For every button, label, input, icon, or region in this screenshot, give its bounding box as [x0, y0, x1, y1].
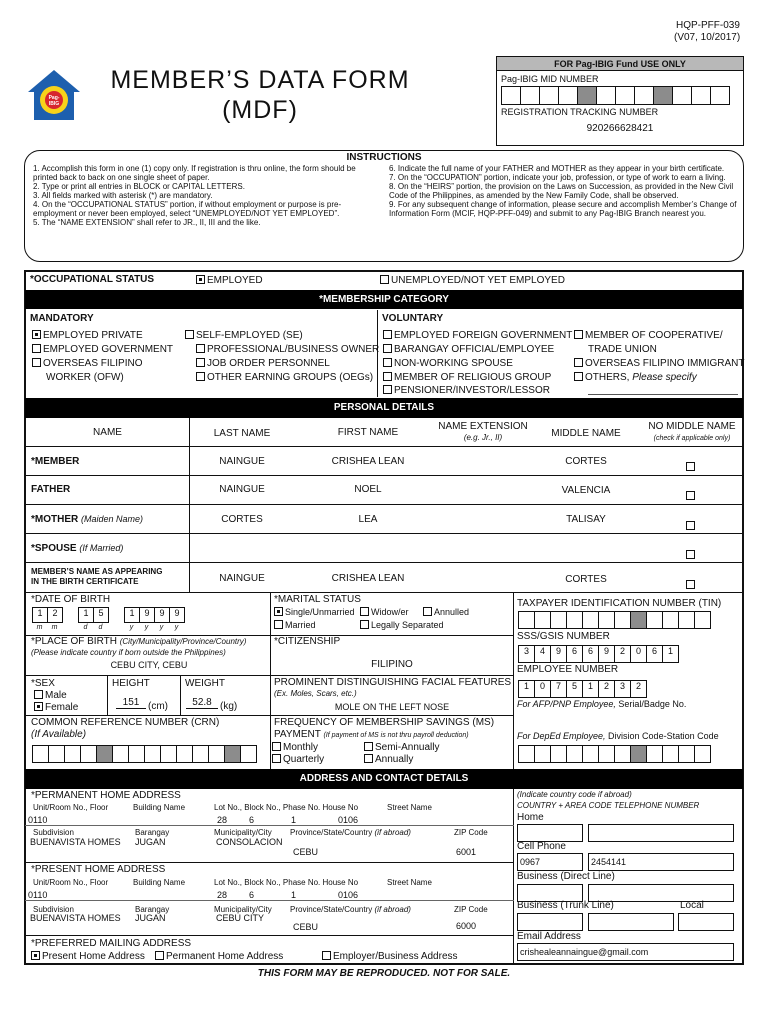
deped-code-boxes[interactable]	[518, 745, 710, 763]
header-name-extension-eg: (e.g. Jr., II)	[463, 433, 503, 442]
instruction-8: 8. On the “HEIRS” portion, the provision on the Laws on Succession, as provided in the New Civil Code of the Philippines, as amended by the New Family Code, shall be observed.	[389, 182, 734, 200]
others-label: OTHERS,	[585, 372, 630, 383]
unemployed-label: UNEMPLOYED/NOT YET EMPLOYED	[391, 275, 565, 286]
option-cooperative[interactable]	[574, 330, 723, 341]
perm-phase[interactable]: 1	[291, 815, 297, 825]
mail-permanent-label: Permanent Home Address	[166, 951, 284, 962]
tin-label: TAXPAYER IDENTIFICATION NUMBER (TIN)	[517, 598, 722, 609]
perm-h-muni: Municipality/City	[214, 828, 272, 837]
cell-phone-number[interactable]: 2454141	[588, 853, 734, 871]
ofi-label: OVERSEAS FILIPINO IMMIGRANT	[585, 358, 745, 369]
dob-digit-7[interactable]: 9	[154, 607, 170, 623]
mother-label: *MOTHER	[31, 514, 79, 525]
pres-brgy[interactable]: JUGAN	[135, 913, 166, 923]
option-employed-private[interactable]	[32, 330, 143, 341]
instructions-right	[389, 164, 737, 218]
pres-h-prov-text: Province/State/Country	[290, 905, 373, 914]
marital-widow[interactable]	[360, 607, 409, 617]
non-working-spouse-label: NON-WORKING SPOUSE	[394, 358, 513, 369]
rtn-value: 920266628421	[586, 123, 654, 134]
fund-use-title: FOR Pag-IBIG Fund USE ONLY	[497, 57, 743, 71]
religious-label: MEMBER OF RELIGIOUS GROUP	[394, 372, 552, 383]
cell-area-code[interactable]: 0967	[517, 853, 583, 871]
ms-semi-annually[interactable]	[364, 742, 439, 753]
marital-separated[interactable]	[360, 620, 444, 630]
perm-lot[interactable]: 28	[217, 815, 228, 825]
instruction-4: 4. On the “OCCUPATIONAL STATUS” portion, if without employment or purpose is pre-employment or never been employed, select “UNEMPLOYED/NOT YET EMPLOYED”.	[33, 200, 342, 218]
ofw-checkbox[interactable]	[32, 358, 41, 367]
employed-label: EMPLOYED	[207, 275, 263, 286]
birth-cert-name-label	[31, 567, 162, 587]
single-label: Single/Unmarried	[285, 607, 355, 617]
ms-annually[interactable]	[364, 754, 413, 765]
dob-label: *DATE OF BIRTH	[31, 594, 111, 605]
dob-digit-6[interactable]: 9	[139, 607, 155, 623]
ms-quarterly[interactable]	[272, 754, 324, 765]
separated-label: Legally Separated	[371, 620, 444, 630]
marital-annulled[interactable]	[423, 607, 469, 617]
others-specify-line[interactable]	[588, 394, 738, 395]
deped-note	[517, 731, 719, 741]
employed-private-label: EMPLOYED PRIVATE	[43, 330, 143, 341]
spouse-sub-label: (If Married)	[79, 543, 124, 553]
weight-value[interactable]: 52.8	[186, 697, 218, 709]
spouse-row-label	[31, 543, 123, 554]
pres-h-lot: Lot No., Block No., Phase No. House No	[214, 878, 359, 887]
header-name: NAME	[93, 427, 122, 438]
employed-private-checkbox[interactable]	[32, 330, 41, 339]
mid-number-label: Pag-IBIG MID NUMBER	[501, 74, 599, 84]
job-order-checkbox[interactable]	[196, 358, 205, 367]
separated-checkbox[interactable]	[360, 620, 369, 629]
widow-checkbox[interactable]	[360, 607, 369, 616]
personal-details-bar: PERSONAL DETAILS	[25, 398, 743, 418]
female-label: Female	[45, 702, 79, 713]
perm-h-unit: Unit/Room No., Floor	[33, 803, 109, 812]
cooperative-label-2: TRADE UNION	[588, 344, 657, 355]
crn-sub-label: (If Available)	[31, 729, 87, 740]
member-last-name[interactable]: NAINGUE	[219, 456, 265, 467]
self-employed-label: SELF-EMPLOYED (SE)	[196, 330, 303, 341]
pres-subd[interactable]: BUENAVISTA HOMES	[30, 913, 121, 923]
father-first-name[interactable]: NOEL	[354, 484, 382, 495]
married-checkbox[interactable]	[274, 620, 283, 629]
birth-cert-no-middle-checkbox[interactable]	[686, 580, 695, 589]
height-label: HEIGHT	[112, 678, 150, 689]
pres-h-subd: Subdivision	[33, 905, 74, 914]
spouse-label: *SPOUSE	[31, 543, 77, 554]
dob-subscript: m m d d y y y y	[36, 624, 179, 631]
mail-permanent[interactable]	[155, 951, 283, 962]
perm-h-abroad: (if abroad)	[374, 828, 411, 837]
dob-boxes[interactable]	[32, 607, 184, 623]
business-trunk-number[interactable]	[588, 913, 674, 931]
mail-present-checkbox[interactable]	[31, 951, 40, 960]
employed-government-label: EMPLOYED GOVERNMENT	[43, 344, 174, 355]
member-row-label: *MEMBER	[31, 456, 80, 467]
contact-note: (Indicate country code if abroad)	[517, 790, 632, 799]
option-foreign-gov[interactable]	[383, 330, 572, 341]
form-code: HQP-PFF-039	[676, 20, 740, 31]
option-non-working-spouse[interactable]	[383, 358, 513, 369]
membership-category-bar: *MEMBERSHIP CATEGORY	[25, 290, 743, 309]
citizenship-label: *CITIZENSHIP	[274, 636, 341, 647]
afp-note-text: Serial/Badge No.	[615, 699, 687, 709]
height-value[interactable]: 151	[116, 697, 146, 709]
mother-last-name[interactable]: CORTES	[221, 514, 263, 525]
sex-female[interactable]	[34, 702, 78, 713]
self-employed-checkbox[interactable]	[185, 330, 194, 339]
business-trunk-code[interactable]	[517, 913, 583, 931]
barangay-checkbox[interactable]	[383, 344, 392, 353]
form-subtitle: (MDF)	[222, 96, 298, 124]
mid-number-boxes	[501, 86, 729, 105]
header-no-middle-name: NO MIDDLE NAME	[648, 421, 736, 432]
business-direct-label: Business (Direct Line)	[517, 871, 615, 882]
mail-employer-label: Employer/Business Address	[333, 951, 458, 962]
pres-h-abroad: (if abroad)	[374, 905, 411, 914]
pres-h-brgy: Barangay	[135, 905, 170, 914]
monthly-checkbox[interactable]	[272, 742, 281, 751]
birth-cert-last-name[interactable]: NAINGUE	[219, 573, 265, 584]
form-title: MEMBER’S DATA FORM	[110, 66, 410, 94]
pob-note: (Please indicate country if born outside the Philippines)	[31, 648, 226, 657]
dob-digit-1[interactable]: 1	[32, 607, 48, 623]
sss-label: SSS/GSIS NUMBER	[517, 631, 610, 642]
business-local-number[interactable]	[678, 913, 734, 931]
birth-cert-first-name[interactable]: CRISHEA LEAN	[331, 573, 405, 584]
pres-phase[interactable]: 1	[291, 890, 297, 900]
semi-annually-label: Semi-Annually	[375, 742, 440, 753]
female-checkbox[interactable]	[34, 702, 43, 711]
instruction-3: 3. All fields marked with asterisk (*) are mandatory.	[33, 191, 213, 200]
member-no-middle-checkbox[interactable]	[686, 462, 695, 471]
cooperative-label: MEMBER OF COOPERATIVE/	[585, 330, 723, 341]
perm-house[interactable]: 0106	[338, 815, 359, 825]
perm-subd[interactable]: BUENAVISTA HOMES	[30, 837, 121, 847]
occupational-status-label: *OCCUPATIONAL STATUS	[30, 274, 155, 285]
pob-label-text: *PLACE OF BIRTH	[31, 636, 117, 647]
pres-muni[interactable]: CEBU CITY	[216, 913, 265, 923]
header-last-name: LAST NAME	[213, 428, 271, 439]
quarterly-checkbox[interactable]	[272, 754, 281, 763]
citizenship-value[interactable]: FILIPINO	[371, 659, 413, 670]
sex-label: *SEX	[31, 678, 55, 689]
voluntary-label: VOLUNTARY	[382, 313, 444, 324]
employed-government-checkbox[interactable]	[32, 344, 41, 353]
home-phone-number[interactable]	[588, 824, 734, 842]
rtn-label: REGISTRATION TRACKING NUMBER	[501, 107, 659, 117]
ofi-checkbox[interactable]	[574, 358, 583, 367]
birth-cert-middle-name[interactable]: CORTES	[565, 574, 607, 585]
instruction-5: 5. The “NAME EXTENSION” shall refer to JR., II, III and the like.	[33, 218, 261, 227]
single-checkbox[interactable]	[274, 607, 283, 616]
perm-h-bldg: Building Name	[133, 803, 186, 812]
instruction-9: 9. For any subsequent change of information, please secure and accomplish Member’s Change of Information Form (MCIF, HQP-PFF-049) and submit to any Pag-IBIG Branch nearest you.	[389, 200, 737, 218]
pres-block[interactable]: 6	[249, 890, 255, 900]
local-label: Local	[680, 900, 704, 911]
facial-features-label: PROMINENT DISTINGUISHING FACIAL FEATURES	[274, 677, 512, 688]
marital-married[interactable]	[274, 620, 316, 630]
footer-note: THIS FORM MAY BE REPRODUCED. NOT FOR SALE.	[257, 968, 511, 979]
ms-frequency-label: FREQUENCY OF MEMBERSHIP SAVINGS (MS)	[274, 717, 495, 728]
birth-cert-label-1: MEMBER’S NAME AS APPEARING	[31, 567, 163, 576]
option-job-order[interactable]	[196, 358, 330, 369]
perm-block[interactable]: 6	[249, 815, 255, 825]
svg-text:IBIG: IBIG	[48, 101, 60, 107]
option-barangay[interactable]	[383, 344, 554, 355]
dob-digit-8[interactable]: 9	[169, 607, 185, 623]
option-pensioner[interactable]	[383, 385, 550, 396]
perm-prov[interactable]: CEBU	[293, 847, 319, 857]
ms-monthly[interactable]	[272, 742, 318, 753]
perm-muni[interactable]: CONSOLACION	[216, 837, 283, 847]
mother-first-name[interactable]: LEA	[358, 514, 378, 525]
pres-unit[interactable]: 0110	[28, 890, 48, 900]
others-checkbox[interactable]	[574, 372, 583, 381]
professional-checkbox[interactable]	[196, 344, 205, 353]
contact-code-label: COUNTRY + AREA CODE TELEPHONE NUMBER	[517, 801, 700, 810]
mail-permanent-checkbox[interactable]	[155, 951, 164, 960]
pres-h-prov	[290, 905, 411, 914]
form-version: (V07, 10/2017)	[674, 32, 741, 43]
father-last-name[interactable]: NAINGUE	[219, 484, 265, 495]
afp-note-italic: For AFP/PNP Employee,	[517, 699, 616, 709]
foreign-gov-checkbox[interactable]	[383, 330, 392, 339]
pensioner-checkbox[interactable]	[383, 385, 392, 394]
weight-unit: (kg)	[220, 701, 238, 712]
crn-boxes[interactable]	[32, 745, 256, 763]
monthly-label: Monthly	[283, 742, 319, 753]
sex-male[interactable]	[34, 690, 67, 701]
annulled-checkbox[interactable]	[423, 607, 432, 616]
instruction-7: 7. On the “OCCUPATION” portion, indicate your job, profession, or type of work to earn a living.	[389, 173, 726, 182]
father-middle-name[interactable]: VALENCIA	[561, 485, 611, 496]
pagibig-logo	[24, 66, 84, 126]
option-ofw[interactable]	[32, 358, 142, 369]
home-area-code[interactable]	[517, 824, 583, 842]
sss-boxes[interactable]: 3 4 9 6 6 9 2 0 6 1	[518, 645, 678, 663]
cell-phone-label: Cell Phone	[517, 841, 566, 852]
unemployed-option[interactable]	[380, 275, 565, 286]
instructions-box	[24, 150, 744, 262]
weight-label: WEIGHT	[185, 678, 225, 689]
pres-prov[interactable]: CEBU	[293, 922, 319, 932]
header-name-extension: NAME EXTENSION	[438, 421, 528, 432]
dob-digit-4[interactable]: 5	[93, 607, 109, 623]
pob-label-sub: (City/Municipality/Province/Country)	[119, 637, 247, 646]
marital-status-label: *MARITAL STATUS	[274, 594, 361, 605]
pob-value[interactable]: CEBU CITY, CEBU	[110, 660, 188, 670]
option-employed-government[interactable]	[32, 344, 173, 355]
married-label: Married	[285, 620, 316, 630]
pres-lot[interactable]: 28	[217, 890, 228, 900]
option-religious[interactable]	[383, 372, 551, 383]
pres-zip[interactable]: 6000	[456, 921, 477, 931]
perm-brgy[interactable]: JUGAN	[135, 837, 166, 847]
employee-number-label: EMPLOYEE NUMBER	[517, 664, 619, 675]
email-field[interactable]: crishealeannaingue@gmail.com	[517, 943, 734, 961]
dob-digit-3[interactable]: 1	[78, 607, 94, 623]
annually-label: Annually	[375, 754, 414, 765]
pres-h-muni: Municipality/City	[214, 905, 272, 914]
male-label: Male	[45, 690, 67, 701]
spouse-no-middle-checkbox[interactable]	[686, 550, 695, 559]
crn-label: COMMON REFERENCE NUMBER (CRN)	[31, 717, 220, 728]
pres-h-zip: ZIP Code	[454, 905, 488, 914]
mail-present-label: Present Home Address	[42, 951, 145, 962]
foreign-gov-label: EMPLOYED FOREIGN GOVERNMENT	[394, 330, 573, 341]
oeg-checkbox[interactable]	[196, 372, 205, 381]
instruction-1: 1. Accomplish this form in one (1) copy only. If registration is thru online, the form should be printed back to back on one single sheet of paper.	[33, 164, 356, 182]
fund-use-box	[496, 56, 744, 146]
annulled-label: Annulled	[434, 607, 470, 617]
mailing-address-label: *PREFERRED MAILING ADDRESS	[31, 938, 192, 949]
option-others[interactable]	[574, 372, 697, 383]
svg-text:Pag-: Pag-	[48, 95, 60, 101]
dob-digit-5[interactable]: 1	[124, 607, 140, 623]
ms-payment-label	[274, 729, 469, 740]
deped-note-italic: For DepEd Employee,	[517, 731, 606, 741]
perm-h-prov-text: Province/State/Country	[290, 828, 373, 837]
business-trunk-label: Business (Trunk Line)	[517, 900, 614, 911]
marital-single[interactable]	[274, 607, 355, 617]
male-checkbox[interactable]	[34, 690, 43, 699]
option-ofi[interactable]	[574, 358, 744, 369]
perm-zip[interactable]: 6001	[456, 847, 477, 857]
father-no-middle-checkbox[interactable]	[686, 491, 695, 500]
cooperative-checkbox[interactable]	[574, 330, 583, 339]
annually-checkbox[interactable]	[364, 754, 373, 763]
home-phone-label: Home	[517, 812, 544, 823]
ms-payment-note: (If payment of MS is not thru payroll deduction)	[323, 732, 469, 739]
ms-payment-text: PAYMENT	[274, 729, 321, 740]
unemployed-checkbox[interactable]	[380, 275, 389, 284]
mail-present[interactable]	[31, 951, 145, 962]
professional-label: PROFESSIONAL/BUSINESS OWNER	[207, 344, 380, 355]
ofw-label-2: WORKER (OFW)	[46, 372, 124, 383]
afp-pnp-note	[517, 699, 686, 709]
perm-h-subd: Subdivision	[33, 828, 74, 837]
father-row-label: FATHER	[31, 484, 71, 495]
pob-label	[31, 636, 246, 647]
employed-option[interactable]	[196, 275, 263, 286]
instruction-2: 2. Type or print all entries in BLOCK or CAPITAL LETTERS.	[33, 182, 245, 191]
instruction-6: 6. Indicate the full name of your FATHER and MOTHER as they appear in your birth certificate.	[389, 164, 725, 173]
permanent-address-label: *PERMANENT HOME ADDRESS	[31, 790, 181, 801]
ofw-label: OVERSEAS FILIPINO	[43, 358, 143, 369]
perm-h-prov	[290, 828, 411, 837]
height-unit: (cm)	[148, 701, 168, 712]
pres-house[interactable]: 0106	[338, 890, 359, 900]
job-order-label: JOB ORDER PERSONNEL	[207, 358, 330, 369]
mother-row-label	[31, 514, 143, 525]
employee-number-boxes[interactable]: 1 0 7 5 1 2 3 2	[518, 680, 646, 698]
perm-h-brgy: Barangay	[135, 828, 170, 837]
perm-h-street: Street Name	[387, 803, 432, 812]
address-contact-bar: ADDRESS AND CONTACT DETAILS	[25, 769, 743, 789]
mail-employer[interactable]	[322, 951, 458, 962]
member-middle-name[interactable]: CORTES	[565, 456, 607, 467]
present-address-label: *PRESENT HOME ADDRESS	[31, 864, 166, 875]
quarterly-label: Quarterly	[283, 754, 325, 765]
employed-checkbox[interactable]	[196, 275, 205, 284]
oeg-label: OTHER EARNING GROUPS (OEGs)	[207, 372, 374, 383]
perm-unit[interactable]: 0110	[28, 815, 48, 825]
option-self-employed[interactable]	[185, 330, 303, 341]
header-middle-name: MIDDLE NAME	[551, 428, 621, 439]
religious-checkbox[interactable]	[383, 372, 392, 381]
birth-cert-label-2: IN THE BIRTH CERTIFICATE	[31, 577, 139, 586]
semi-annually-checkbox[interactable]	[364, 742, 373, 751]
mother-middle-name[interactable]: TALISAY	[566, 514, 606, 525]
perm-h-lot: Lot No., Block No., Phase No. House No	[214, 803, 359, 812]
barangay-label: BARANGAY OFFICIAL/EMPLOYEE	[394, 344, 555, 355]
mother-no-middle-checkbox[interactable]	[686, 521, 695, 530]
mandatory-label: MANDATORY	[30, 313, 94, 324]
option-oeg[interactable]	[196, 372, 373, 383]
perm-h-zip: ZIP Code	[454, 828, 488, 837]
mother-sub-label: (Maiden Name)	[81, 514, 144, 524]
instructions-left	[33, 164, 379, 227]
header-first-name: FIRST NAME	[337, 427, 399, 438]
widow-label: Widow/er	[371, 607, 409, 617]
pres-h-bldg: Building Name	[133, 878, 186, 887]
facial-features-value[interactable]: MOLE ON THE LEFT NOSE	[334, 702, 450, 712]
facial-features-eg: (Ex. Moles, Scars, etc.)	[274, 689, 357, 698]
others-specify-label: Please specify	[632, 372, 697, 383]
non-working-spouse-checkbox[interactable]	[383, 358, 392, 367]
pres-h-street: Street Name	[387, 878, 432, 887]
dob-digit-2[interactable]: 2	[47, 607, 63, 623]
tin-boxes[interactable]	[518, 611, 710, 629]
option-professional[interactable]	[196, 344, 379, 355]
member-first-name[interactable]: CRISHEA LEAN	[331, 456, 405, 467]
header-no-middle-name-note: (check if applicable only)	[653, 435, 731, 442]
deped-note-text: Division Code-Station Code	[605, 731, 719, 741]
instructions-title: INSTRUCTIONS	[346, 152, 422, 163]
mail-employer-checkbox[interactable]	[322, 951, 331, 960]
email-label: Email Address	[517, 931, 581, 942]
pensioner-label: PENSIONER/INVESTOR/LESSOR	[394, 385, 550, 396]
pres-h-unit: Unit/Room No., Floor	[33, 878, 109, 887]
